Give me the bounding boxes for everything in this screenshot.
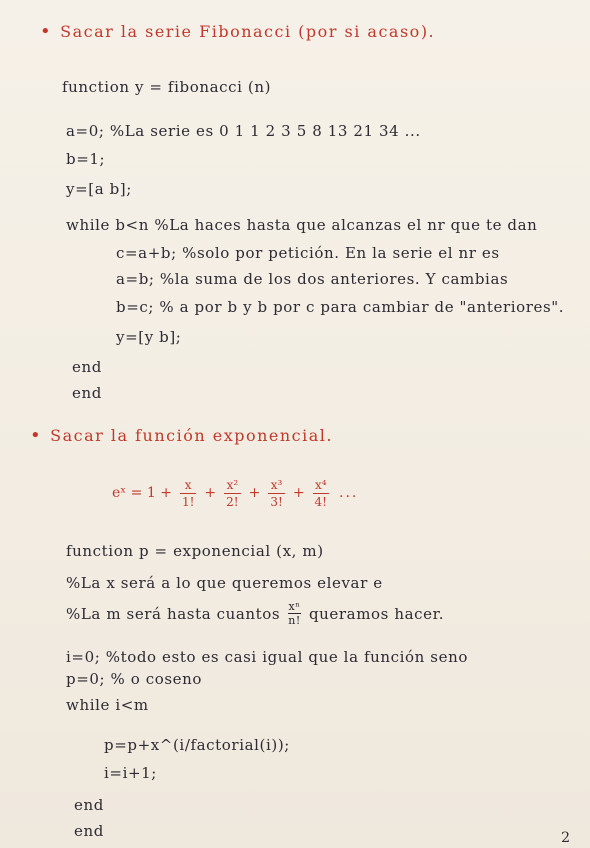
section1-heading — [40, 22, 435, 41]
formula-term: $\frac{\text{x²}}{2!}$ — [226, 477, 239, 509]
code-line: y=[a b]; — [66, 180, 132, 198]
code-line: c=a+b; %solo por petición. En la serie el nr es — [116, 244, 500, 262]
code-line: while i<m — [66, 696, 149, 714]
section2-heading — [30, 426, 333, 445]
code-line: b=1; — [66, 150, 106, 168]
exponential-series-formula: eˣ = 1 + $\frac{x}{1!}$ + $\frac{\text{x²}}{2!}$ + $\frac{\text{x³}}{3!}$ + $\frac{\text{x⁴}}{4!}$ ... — [112, 477, 359, 509]
code-line: i=i+1; — [104, 764, 157, 782]
inline-fraction: $\frac{\text{xⁿ}}{n!}$ — [288, 600, 301, 627]
section2-function-line: function p = exponencial (x, m) — [66, 542, 324, 560]
code-line: y=[y b]; — [116, 328, 182, 346]
code-line: end — [72, 358, 102, 376]
formula-term: $\frac{\text{x⁴}}{4!}$ — [314, 477, 328, 509]
code-line: end — [74, 796, 104, 814]
code-line: i=0; %todo esto es casi igual que la función seno — [66, 648, 468, 666]
code-line: while b<n %La haces hasta que alcanzas el nr que te dan — [66, 216, 538, 234]
comment-line: %La x será a lo que queremos elevar e — [66, 574, 383, 592]
section1-heading-text: Sacar la serie Fibonacci (por si acaso). — [60, 22, 436, 41]
bullet-icon: • — [30, 425, 43, 446]
code-line: a=0; %La serie es 0 1 1 2 3 5 8 13 21 34 ... — [66, 122, 421, 140]
code-line: b=c; % a por b y b por c para cambiar de "anteriores". — [116, 298, 565, 316]
code-line: p=p+x^(i/factorial(i)); — [104, 736, 290, 754]
code-line: end — [74, 822, 104, 840]
code-line: p=0; % o coseno — [66, 670, 203, 688]
section2-heading-text: Sacar la función exponencial. — [50, 426, 333, 445]
formula-ellipsis: ... — [339, 485, 359, 501]
code-line: a=b; %la suma de los dos anteriores. Y cambias — [116, 270, 509, 288]
bullet-icon: • — [40, 21, 53, 42]
section1-function-line: function y = fibonacci (n) — [62, 78, 272, 96]
formula-term: $\frac{x}{1!}$ — [181, 477, 195, 509]
formula-term: $\frac{\text{x³}}{3!}$ — [270, 477, 283, 509]
page-number: 2 — [561, 830, 570, 846]
formula-lhs: eˣ = 1 + — [112, 485, 172, 501]
code-line: end — [72, 384, 102, 402]
comment-line-with-fraction: %La m será hasta cuantos $\frac{\text{xⁿ}}{n!}$ queramos hacer. — [66, 600, 445, 627]
